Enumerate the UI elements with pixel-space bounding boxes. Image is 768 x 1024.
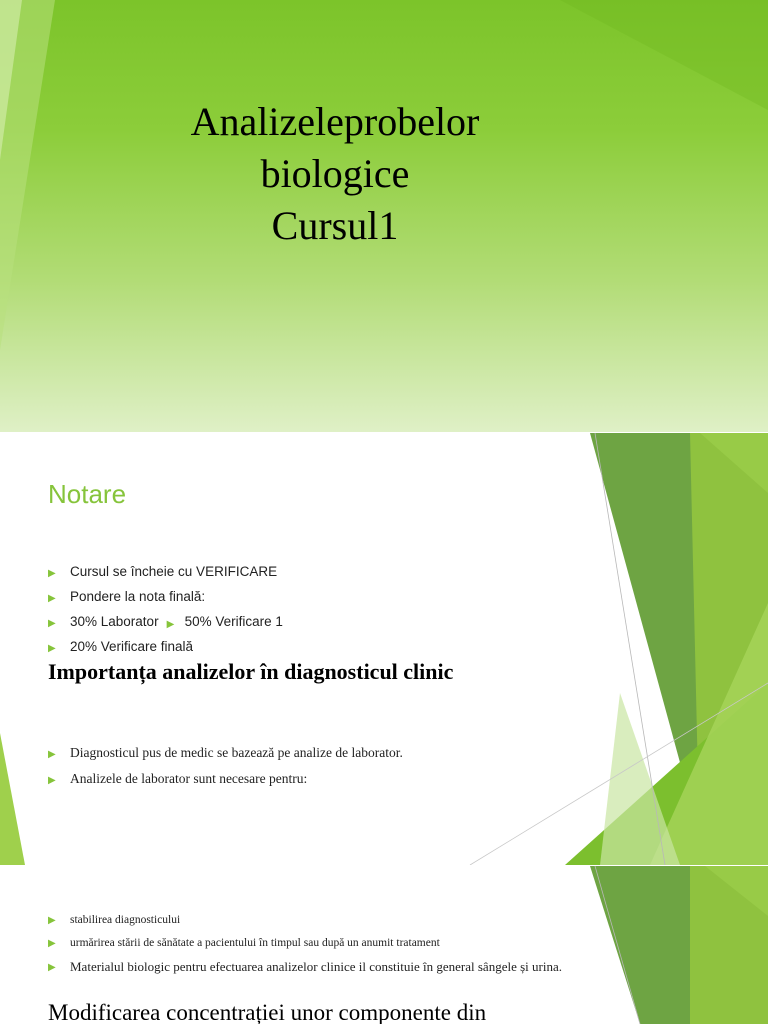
section-heading: Notare: [48, 479, 127, 509]
list-item-text: Diagnosticul pus de medic se bazează pe analize de laborator.: [70, 745, 403, 760]
arrow-bullet-icon: ▶: [48, 568, 56, 579]
arrow-bullet-icon: ▶: [48, 938, 56, 949]
title-line: Cursul1: [271, 203, 399, 248]
list-item-text: Pondere la nota finală:: [70, 589, 206, 604]
section-title: Importanța analizelor în diagnosticul clinic: [48, 659, 454, 684]
importance-list: [48, 744, 403, 796]
purpose-list: [48, 912, 608, 982]
list-item: [48, 935, 608, 951]
arrow-bullet-icon: ▶: [166, 619, 175, 630]
arrow-bullet-icon: ▶: [48, 749, 56, 760]
list-item-text: Analizele de laborator sunt necesare pentru:: [70, 771, 308, 786]
list-item: [48, 613, 283, 638]
presentation-title: [160, 96, 510, 252]
arrow-bullet-icon: ▶: [48, 915, 56, 926]
inline-sub-item: [167, 614, 283, 629]
arrow-bullet-icon: ▶: [48, 618, 56, 629]
arrow-bullet-icon: ▶: [48, 962, 56, 973]
list-item-text: Cursul se încheie cu VERIFICARE: [70, 564, 278, 579]
grading-slide: [0, 433, 768, 865]
list-item: [48, 744, 403, 770]
list-item: [48, 563, 283, 588]
list-item-text: stabilirea diagnosticului: [70, 914, 181, 926]
list-item-text: 20% Verificare finală: [70, 639, 194, 654]
list-item: [48, 958, 608, 975]
grading-list: [48, 563, 283, 663]
section-title: Modificarea concentrației unor componente din: [48, 1000, 487, 1024]
content-slide: [0, 866, 768, 1024]
arrow-bullet-icon: ▶: [48, 593, 56, 604]
list-item-text: Materialul biologic pentru efectuarea analizelor clinice il constituie în general sângele și urina.: [70, 959, 562, 974]
list-item: [48, 588, 283, 613]
list-item: [48, 912, 608, 928]
list-item-text: urmărirea stării de sănătate a pacientului în timpul sau după un anumit tratament: [70, 937, 440, 949]
title-slide: [0, 0, 768, 432]
arrow-bullet-icon: ▶: [48, 775, 56, 786]
list-item-text: 50% Verificare 1: [184, 614, 283, 629]
arrow-bullet-icon: ▶: [48, 643, 56, 654]
title-line: biologice: [260, 151, 410, 196]
list-item-text: 30% Laborator: [70, 614, 159, 629]
title-line: Analizeleprobelor: [190, 99, 480, 144]
list-item: [48, 770, 403, 796]
